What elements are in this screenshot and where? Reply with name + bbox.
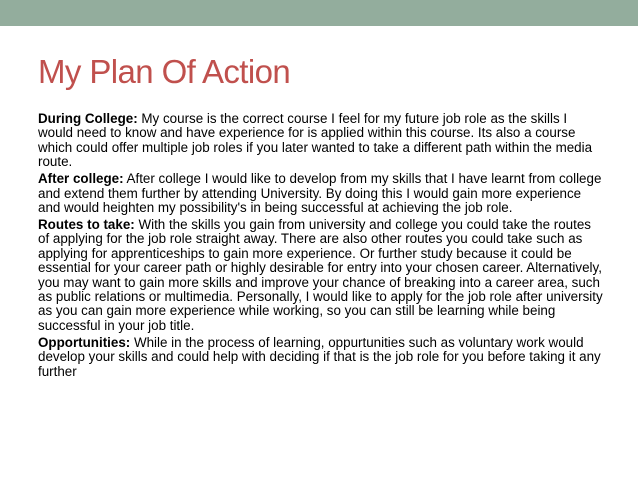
paragraph-during-college	[38, 112, 604, 170]
paragraph-label: After college:	[38, 171, 124, 187]
paragraph-label: During College:	[38, 111, 138, 126]
paragraph-after-college	[38, 172, 604, 215]
slide-body	[38, 112, 604, 382]
paragraph-routes-to-take	[38, 218, 604, 333]
paragraph-text: After college I would like to develop from my skills that I have learnt from college and extend them further by attending University. By doing this I would gain more experience and would heighten my possibility's in being successful at achieving the job role.	[38, 171, 602, 216]
paragraph-text: While in the process of learning, oppurtunities such as voluntary work would develop your skills and could help with deciding if that is the job role for you before taking it any further	[38, 334, 601, 379]
paragraph-opportunities	[38, 336, 604, 379]
paragraph-text: My course is the correct course I feel for my future job role as the skills I would need to know and have experience for is applied within this course. Its also a course which could offer multiple job roles if you later wanted to take a different path within the media route.	[38, 111, 593, 170]
slide-accent-bar	[0, 0, 638, 26]
paragraph-label: Opportunities:	[38, 334, 131, 350]
slide-title: My Plan Of Action	[38, 53, 291, 90]
paragraph-text: With the skills you gain from university and college you could take the routes of applying for the job role straight away. There are also other routes you could take such as applying for apprenticeships to gain more experience. Or further study because it could be essential for your career path or highly desirable for entry into your chosen career. Alternatively, you may want to gain more skills and improve your chance of breaking into a career area, such as public relations or multimedia. Personally, I would like to apply for the job role after university as you can gain more experience while working, so you can still be learning while being successful in your job title.	[38, 217, 603, 333]
paragraph-label: Routes to take:	[38, 217, 135, 233]
